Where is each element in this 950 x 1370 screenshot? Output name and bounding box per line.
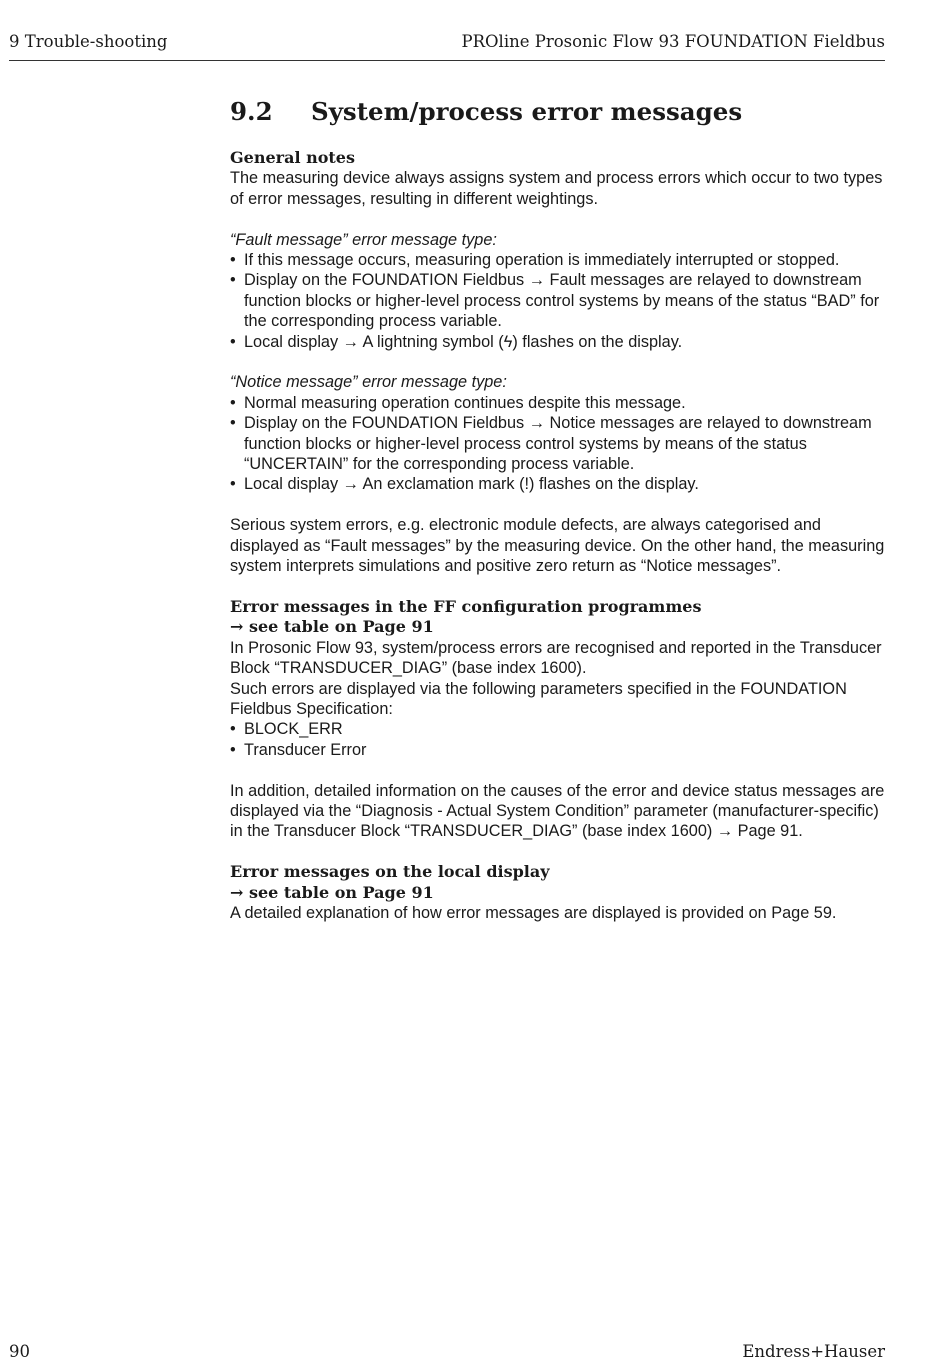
local-display-table-link[interactable]: → see table on Page 91	[230, 882, 434, 902]
fault-message-list	[230, 250, 890, 352]
serious-errors-paragraph: Serious system errors, e.g. electronic module defects, are always categorised and displayed as “Fault messages” by the measuring device. On the other hand, the measuring system interprets simulations and positive zero return as “Notice messages”.	[230, 516, 885, 576]
local-display-paragraph: A detailed explanation of how error messages are displayed is provided on Page 59.	[230, 903, 837, 922]
general-notes-heading: General notes	[230, 148, 355, 167]
list-item: • Display on the FOUNDATION Fieldbus → Fault messages are relayed to downstream function blocks or higher-level process control systems by means of the status “BAD” for the corresponding process variable.	[230, 270, 890, 331]
list-item: • If this message occurs, measuring operation is immediately interrupted or stopped.	[230, 250, 890, 270]
ff-config-paragraph-3: In addition, detailed information on the causes of the error and device status messages are displayed via the “Diagnosis - Actual System Condition” parameter (manufacturer-specific) in the Transducer Block “TRANSDUCER_DIAG” (base index 1600) → Page 91.	[230, 781, 885, 841]
page-content	[230, 96, 890, 923]
ff-parameter-list	[230, 719, 890, 760]
list-item: • Local display → An exclamation mark (!) flashes on the display.	[230, 474, 890, 494]
notice-message-list	[230, 393, 890, 495]
running-header-title: PROline Prosonic Flow 93 FOUNDATION Fieldbus	[461, 32, 885, 51]
section-title: System/process error messages	[311, 97, 743, 126]
list-item: • Normal measuring operation continues despite this message.	[230, 393, 890, 413]
section-heading	[230, 96, 890, 128]
notice-message-label: “Notice message” error message type:	[230, 373, 507, 392]
list-item: • Display on the FOUNDATION Fieldbus → Notice messages are relayed to downstream function blocks or higher-level process control systems by means of the status “UNCERTAIN” for the corresponding process variable.	[230, 413, 890, 474]
list-item: • Local display → A lightning symbol (ϟ) flashes on the display.	[230, 332, 890, 352]
list-item: • Transducer Error	[230, 740, 890, 760]
general-notes-intro: The measuring device always assigns system and process errors which occur to two types of error messages, resulting in different weightings.	[230, 169, 883, 208]
local-display-heading: Error messages on the local display	[230, 862, 550, 882]
ff-config-paragraph-2: Such errors are displayed via the following parameters specified in the FOUNDATION Fieldbus Specification:	[230, 679, 847, 718]
list-item: • BLOCK_ERR	[230, 719, 890, 739]
running-header-chapter: 9 Trouble-shooting	[9, 32, 168, 51]
ff-config-paragraph-1: In Prosonic Flow 93, system/process errors are recognised and reported in the Transducer Block “TRANSDUCER_DIAG” (base index 1600).	[230, 638, 882, 678]
page-number: 90	[9, 1342, 30, 1361]
fault-message-label: “Fault message” error message type:	[230, 230, 497, 249]
section-number: 9.2	[230, 97, 273, 126]
header-divider	[9, 60, 885, 61]
ff-config-heading: Error messages in the FF configuration programmes	[230, 596, 702, 616]
brand-logo-text: Endress+Hauser	[742, 1342, 885, 1361]
ff-config-table-link[interactable]: → see table on Page 91	[230, 617, 434, 637]
